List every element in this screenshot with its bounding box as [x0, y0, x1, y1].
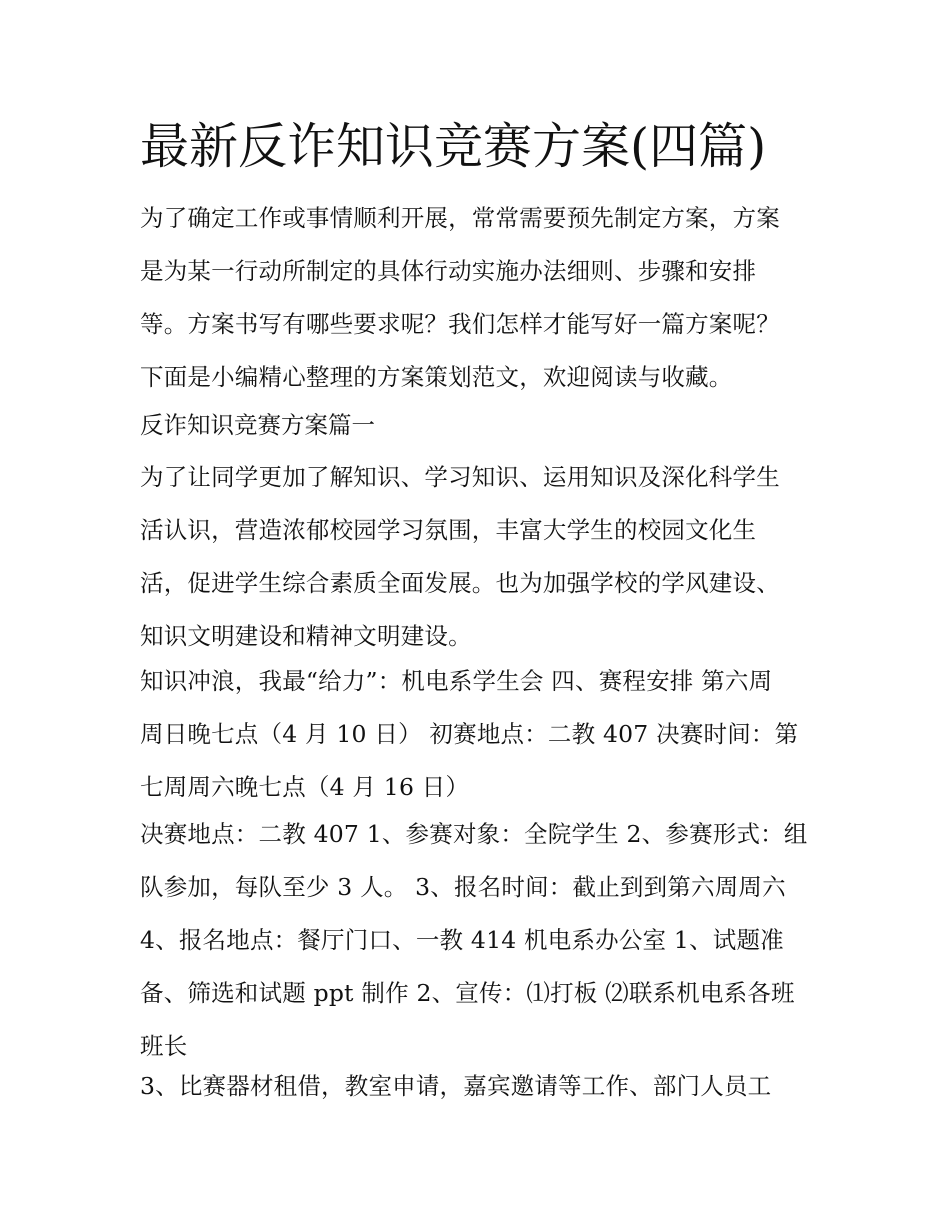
- text-line: 为了让同学更加了解知识、学习知识、运用知识及深化科学生: [140, 463, 780, 491]
- text-line: 活，促进学生综合素质全面发展。也为加强学校的学风建设、: [140, 569, 780, 597]
- document-title: 最新反诈知识竞赛方案(四篇): [140, 118, 767, 175]
- text-line: 等。方案书写有哪些要求呢？我们怎样才能写好一篇方案呢？: [140, 310, 780, 338]
- text-line: 是为某一行动所制定的具体行动实施办法细则、步骤和安排: [140, 257, 757, 285]
- text-line: 知识文明建设和精神文明建设。: [140, 622, 472, 650]
- text-line: 队参加，每队至少 3 人。 3、报名时间：截止到到第六周周六: [140, 873, 786, 901]
- intro-paragraph: [140, 192, 830, 404]
- text-line: 下面是小编精心整理的方案策划范文，欢迎阅读与收藏。: [140, 363, 733, 391]
- text-line: 为了确定工作或事情顺利开展，常常需要预先制定方案，方案: [140, 204, 780, 232]
- text-line: 4、报名地点：餐厅门口、一教 414 机电系办公室 1、试题准: [140, 926, 784, 954]
- paragraph-3: [140, 808, 830, 1073]
- paragraph-1: [140, 451, 830, 663]
- text-line: 七周周六晚七点（4 月 16 日）: [140, 773, 470, 801]
- section-heading: 反诈知识竞赛方案篇一: [140, 411, 375, 439]
- text-line: 知识冲浪，我最“给力”：机电系学生会 四、赛程安排 第六周: [140, 667, 773, 695]
- text-line: 班长: [140, 1032, 188, 1060]
- text-line: 决赛地点：二教 407 1、参赛对象：全院学生 2、参赛形式：组: [140, 820, 808, 848]
- paragraph-4: [140, 1060, 830, 1113]
- text-line: 周日晚七点（4 月 10 日） 初赛地点：二教 407 决赛时间：第: [140, 720, 799, 748]
- text-line: 3、比赛器材租借，教室申请，嘉宾邀请等工作、部门人员工: [140, 1072, 772, 1100]
- text-line: 活认识，营造浓郁校园学习氛围，丰富大学生的校园文化生: [140, 516, 757, 544]
- paragraph-2: [140, 655, 830, 814]
- text-line: 备、筛选和试题 ppt 制作 2、宣传：⑴打板 ⑵联系机电系各班: [140, 979, 795, 1007]
